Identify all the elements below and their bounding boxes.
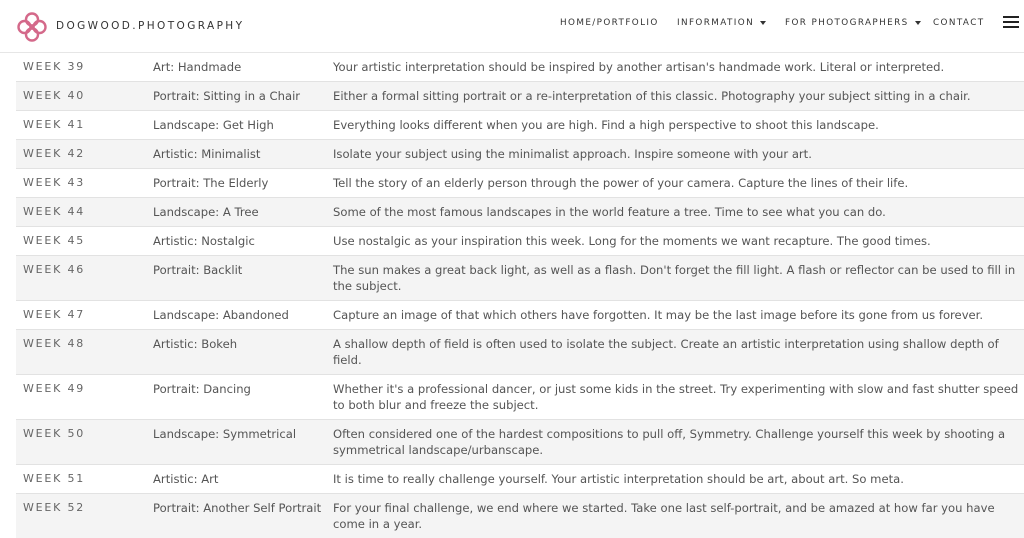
week-cell: WEEK 44: [16, 198, 146, 227]
description-cell: It is time to really challenge yourself. Your artistic interpretation should be art, about art. So meta.: [326, 465, 1024, 494]
nav-for-photographers-label: FOR PHOTOGRAPHERS: [785, 18, 909, 28]
table-row: [16, 169, 1024, 198]
week-cell: WEEK 52: [16, 494, 146, 538]
description-cell: Whether it's a professional dancer, or just some kids in the street. Try experimenting with slow and fast shutter speed to both blur and freeze the subject.: [326, 375, 1024, 420]
table-row: [16, 465, 1024, 494]
week-cell: WEEK 40: [16, 82, 146, 111]
nav-for-photographers[interactable]: [785, 18, 921, 28]
table-row: [16, 227, 1024, 256]
theme-cell: Portrait: The Elderly: [146, 169, 326, 198]
description-cell: Some of the most famous landscapes in the world feature a tree. Time to see what you can do.: [326, 198, 1024, 227]
site-header: [0, 0, 1024, 53]
table-row: [16, 82, 1024, 111]
hamburger-menu-icon[interactable]: [1003, 16, 1019, 30]
theme-cell: Portrait: Dancing: [146, 375, 326, 420]
description-cell: For your final challenge, we end where we started. Take one last self-portrait, and be amazed at how far you have come in a year.: [326, 494, 1024, 538]
description-cell: Isolate your subject using the minimalist approach. Inspire someone with your art.: [326, 140, 1024, 169]
theme-cell: Artistic: Minimalist: [146, 140, 326, 169]
theme-cell: Artistic: Art: [146, 465, 326, 494]
week-cell: WEEK 45: [16, 227, 146, 256]
theme-cell: Portrait: Sitting in a Chair: [146, 82, 326, 111]
theme-cell: Landscape: Abandoned: [146, 301, 326, 330]
site-title[interactable]: DOGWOOD.PHOTOGRAPHY: [56, 20, 244, 32]
week-cell: WEEK 48: [16, 330, 146, 375]
theme-cell: Portrait: Backlit: [146, 256, 326, 301]
nav-information-label: INFORMATION: [677, 18, 754, 28]
week-cell: WEEK 41: [16, 111, 146, 140]
table-row: [16, 140, 1024, 169]
week-cell: WEEK 43: [16, 169, 146, 198]
chevron-down-icon: [915, 21, 921, 25]
description-cell: Capture an image of that which others have forgotten. It may be the last image before its gone from us forever.: [326, 301, 1024, 330]
week-cell: WEEK 49: [16, 375, 146, 420]
nav-contact[interactable]: CONTACT: [933, 18, 985, 28]
description-cell: A shallow depth of field is often used to isolate the subject. Create an artistic interpretation using shallow depth of field.: [326, 330, 1024, 375]
nav-information[interactable]: [677, 18, 766, 28]
theme-cell: Art: Handmade: [146, 53, 326, 82]
week-cell: WEEK 39: [16, 53, 146, 82]
week-cell: WEEK 51: [16, 465, 146, 494]
table-row: [16, 301, 1024, 330]
week-cell: WEEK 46: [16, 256, 146, 301]
theme-cell: Portrait: Another Self Portrait: [146, 494, 326, 538]
theme-cell: Artistic: Nostalgic: [146, 227, 326, 256]
week-cell: WEEK 42: [16, 140, 146, 169]
chevron-down-icon: [760, 21, 766, 25]
theme-cell: Artistic: Bokeh: [146, 330, 326, 375]
week-cell: WEEK 50: [16, 420, 146, 465]
table-row: [16, 330, 1024, 375]
main-navigation: [0, 18, 1024, 34]
table-row: [16, 494, 1024, 538]
description-cell: Everything looks different when you are high. Find a high perspective to shoot this landscape.: [326, 111, 1024, 140]
table-row: [16, 420, 1024, 465]
description-cell: Either a formal sitting portrait or a re-interpretation of this classic. Photography your subject sitting in a chair.: [326, 82, 1024, 111]
theme-cell: Landscape: A Tree: [146, 198, 326, 227]
table-row: [16, 198, 1024, 227]
description-cell: The sun makes a great back light, as well as a flash. Don't forget the fill light. A flash or reflector can be used to fill in the subject.: [326, 256, 1024, 301]
description-cell: Use nostalgic as your inspiration this week. Long for the moments we want recapture. The good times.: [326, 227, 1024, 256]
theme-cell: Landscape: Get High: [146, 111, 326, 140]
weekly-challenges-table: [16, 52, 1024, 538]
challenge-rows: [16, 53, 1024, 538]
description-cell: Often considered one of the hardest compositions to pull off, Symmetry. Challenge yourself this week by shooting a symmetrical landscape/urbanscape.: [326, 420, 1024, 465]
nav-home-portfolio[interactable]: HOME/PORTFOLIO: [560, 18, 659, 28]
theme-cell: Landscape: Symmetrical: [146, 420, 326, 465]
table-row: [16, 256, 1024, 301]
table-row: [16, 111, 1024, 140]
description-cell: Your artistic interpretation should be inspired by another artisan's handmade work. Literal or interpreted.: [326, 53, 1024, 82]
table-row: [16, 375, 1024, 420]
description-cell: Tell the story of an elderly person through the power of your camera. Capture the lines of their life.: [326, 169, 1024, 198]
week-cell: WEEK 47: [16, 301, 146, 330]
table-row: [16, 53, 1024, 82]
